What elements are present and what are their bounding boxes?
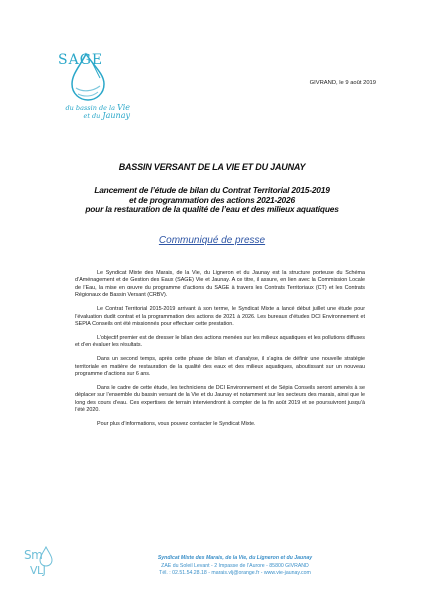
paragraph: Dans le cadre de cette étude, les techniciens de DCI Environnement et de Sépia Conseils seront amenés à se déplacer sur l’ensemble du bassin versant de la Vie et du Jaunay et notamment sur les secteurs des marais, ainsi que le long des cours d’eau. Ces expertises de terrain interviendront à compter de la fin août 2019 et se poursuivront jusqu’à l’été 2020. <box>75 384 365 414</box>
footer-address: ZAE du Soleil Levant - 2 Impasse de l’Aurore - 85800 GIVRAND <box>161 562 309 569</box>
paragraph: L’objectif premier est de dresser le bilan des actions menées sur les milieux aquatiques et les pollutions diffuses et d’en évaluer les résultats. <box>75 334 365 349</box>
footer-contact <box>70 555 400 578</box>
footer-logo-bottom: VLJ <box>30 564 46 577</box>
document-subtitle: Lancement de l’étude de bilan du Contrat Territorial 2015-2019 et de programmation des actions 2021-2026 pour la restauration de la qualité de l’eau et des milieux aquatiques <box>85 185 339 214</box>
footer-logo-top: Sm <box>24 548 43 562</box>
paragraph: Dans un second temps, après cette phase de bilan et d’analyse, il s’agira de définir une nouvelle stratégie territoriale en matière de restauration de la qualité des eaux et des milieux aquatiques, aboutissant sur un nouveau programme d’actions sur 6 ans. <box>75 356 365 377</box>
document-title: BASSIN VERSANT DE LA VIE ET DU JAUNAY <box>118 162 306 172</box>
sage-logo <box>46 48 130 128</box>
footer-contact-line: Tél. : 02.51.54.28.18 - marais.vlj@orange.fr - www.vie-jaunay.com <box>159 570 311 577</box>
paragraph: Le Contrat Territorial 2015-2019 arrivant à son terme, le Syndicat Mixte a lancé début juillet une étude pour l’évaluation dudit contrat et la programmation des actions de 2021 à 2026. Les bureaux d’études DCI Environnement et SEPIA Conseils ont été missionnés pour effectuer cette prestation. <box>75 306 365 327</box>
document-date: GIVRAND, le 9 août 2019 <box>309 80 376 86</box>
document-body <box>75 270 365 435</box>
press-release-heading: Communiqué de presse <box>158 235 266 246</box>
logo-wordmark: SAGE <box>58 52 104 68</box>
paragraph: Pour plus d’informations, vous pouvez contacter le Syndicat Mixte. <box>97 421 256 427</box>
paragraph: Le Syndicat Mixte des Marais, de la Vie, du Ligneron et du Jaunay est la structure porteuse du Schéma d’Aménagement et de Gestion des Eaux (SAGE) Vie et Jaunay. A ce titre, il assure, en lien avec la Commission Locale de l’Eau, la mise en œuvre du programme d’actions du SAGE à travers les Contrats Territoriaux (CT) et les Contrats Régionaux de Bassin Versant (CRBV). <box>75 270 365 299</box>
logo-subtitle: du bassin de la Vie et du Jaunay <box>65 103 130 120</box>
footer-organization: Syndicat Mixte des Marais, de la Vie, du Ligneron et du Jaunay <box>157 555 313 561</box>
